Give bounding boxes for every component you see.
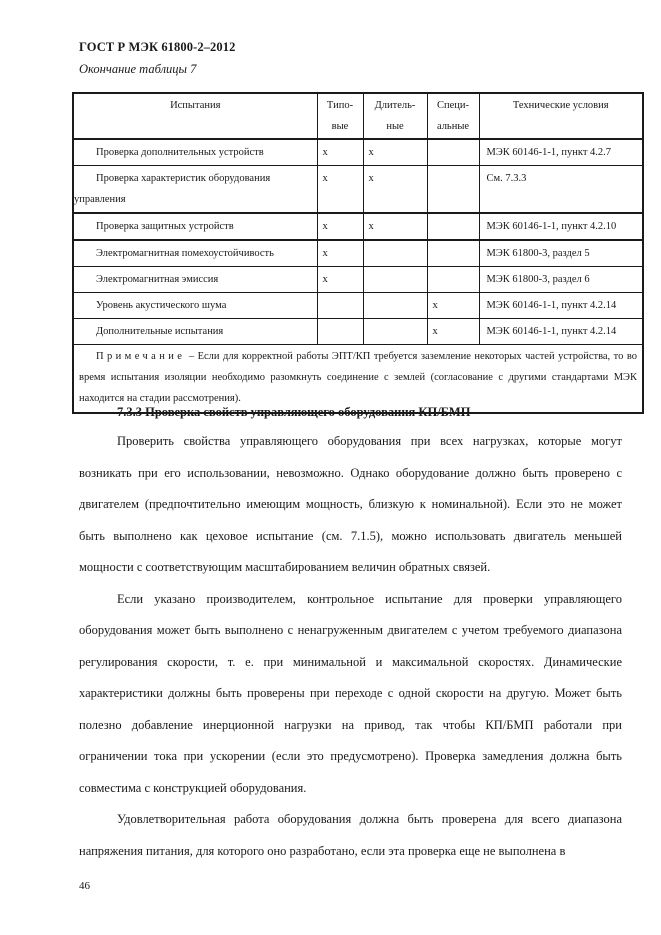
cell-long	[363, 319, 427, 345]
cell-test: Дополнительные испытания	[73, 319, 317, 345]
cell-test: Проверка характеристик оборудования управления	[73, 166, 317, 214]
cell-type: x	[317, 213, 363, 240]
cell-conditions: МЭК 60146-1-1, пункт 4.2.7	[479, 139, 643, 166]
document-id: ГОСТ Р МЭК 61800-2–2012	[79, 40, 236, 54]
cell-special	[427, 166, 479, 214]
table-header-row	[73, 93, 643, 139]
header-special: Специ- альные	[427, 93, 479, 139]
table-caption: Окончание таблицы 7	[79, 62, 197, 76]
header-long: Длитель- ные	[363, 93, 427, 139]
cell-special: x	[427, 293, 479, 319]
table-row	[73, 166, 643, 214]
cell-type: x	[317, 240, 363, 267]
cell-long	[363, 293, 427, 319]
body-text	[79, 426, 622, 867]
table-note	[73, 345, 643, 414]
page-number: 46	[79, 880, 90, 892]
cell-special	[427, 240, 479, 267]
table-row	[73, 139, 643, 166]
cell-conditions: МЭК 60146-1-1, пункт 4.2.14	[479, 293, 643, 319]
cell-test: Проверка защитных устройств	[73, 213, 317, 240]
cell-special: x	[427, 319, 479, 345]
cell-special	[427, 139, 479, 166]
cell-long	[363, 240, 427, 267]
cell-long	[363, 267, 427, 293]
paragraph: Если указано производителем, контрольное испытание для проверки управляющего оборудования может быть выполнено с ненагруженным двигателем с учетом требуемого диапазона регулирования скорости, т. е. при минимальной и максимальной скоростях. Динамические характеристики должны быть проверены при переходе с одной скорости на другую. Может быть полезно добавление инерционной нагрузки на привод, так чтобы КП/БМП работали при ограничении тока при ускорении (если это предусмотрено). Проверка замедления должна быть совместима с конструкцией оборудования.	[79, 591, 622, 795]
cell-long: x	[363, 139, 427, 166]
note-text: – Если для корректной работы ЭПТ/КП требуется заземление некоторых частей устройства, то во время испытания изоляции необходимо разомкнуть соединение с землей (согласование с другими стандартами МЭК находится на стадии рассмотрения).	[79, 351, 637, 404]
cell-test: Уровень акустического шума	[73, 293, 317, 319]
table-row	[73, 293, 643, 319]
table-row	[73, 240, 643, 267]
tests-table	[72, 92, 644, 414]
table-row	[73, 319, 643, 345]
cell-conditions: МЭК 60146-1-1, пункт 4.2.14	[479, 319, 643, 345]
cell-type: x	[317, 139, 363, 166]
header-conditions: Технические условия	[479, 93, 643, 139]
cell-long: x	[363, 213, 427, 240]
table-row	[73, 213, 643, 240]
cell-conditions: МЭК 61800-3, раздел 5	[479, 240, 643, 267]
cell-special	[427, 213, 479, 240]
cell-test: Проверка дополнительных устройств	[73, 139, 317, 166]
note-label: Примечание	[96, 351, 186, 362]
table-row	[73, 267, 643, 293]
cell-conditions: МЭК 60146-1-1, пункт 4.2.10	[479, 213, 643, 240]
header-tests: Испытания	[73, 93, 317, 139]
cell-type: x	[317, 267, 363, 293]
cell-type: x	[317, 166, 363, 214]
cell-conditions: См. 7.3.3	[479, 166, 643, 214]
paragraph: Проверить свойства управляющего оборудования при всех нагрузках, которые могут возникать при его использовании, невозможно. Однако оборудование должно быть проверено с двигателем (предпочтительно имеющим мощность, близкую к номинальной). Если это не может быть выполнено как цеховое испытание (см. 7.1.5), можно использовать двигатель меньшей мощности с соответствующим масштабированием величин обратных связей.	[79, 434, 622, 574]
cell-conditions: МЭК 61800-3, раздел 6	[479, 267, 643, 293]
cell-type	[317, 293, 363, 319]
cell-type	[317, 319, 363, 345]
section-heading: 7.3.3 Проверка свойств управляющего оборудования КП/БМП	[117, 405, 471, 419]
cell-test: Электромагнитная эмиссия	[73, 267, 317, 293]
cell-long: x	[363, 166, 427, 214]
paragraph: Удовлетворительная работа оборудования должна быть проверена для всего диапазона напряжения питания, для которого оно разработано, если эта проверка еще не выполнена в	[79, 812, 622, 858]
cell-special	[427, 267, 479, 293]
table-note-row	[73, 345, 643, 414]
header-type: Типо- вые	[317, 93, 363, 139]
cell-test: Электромагнитная помехоустойчивость	[73, 240, 317, 267]
